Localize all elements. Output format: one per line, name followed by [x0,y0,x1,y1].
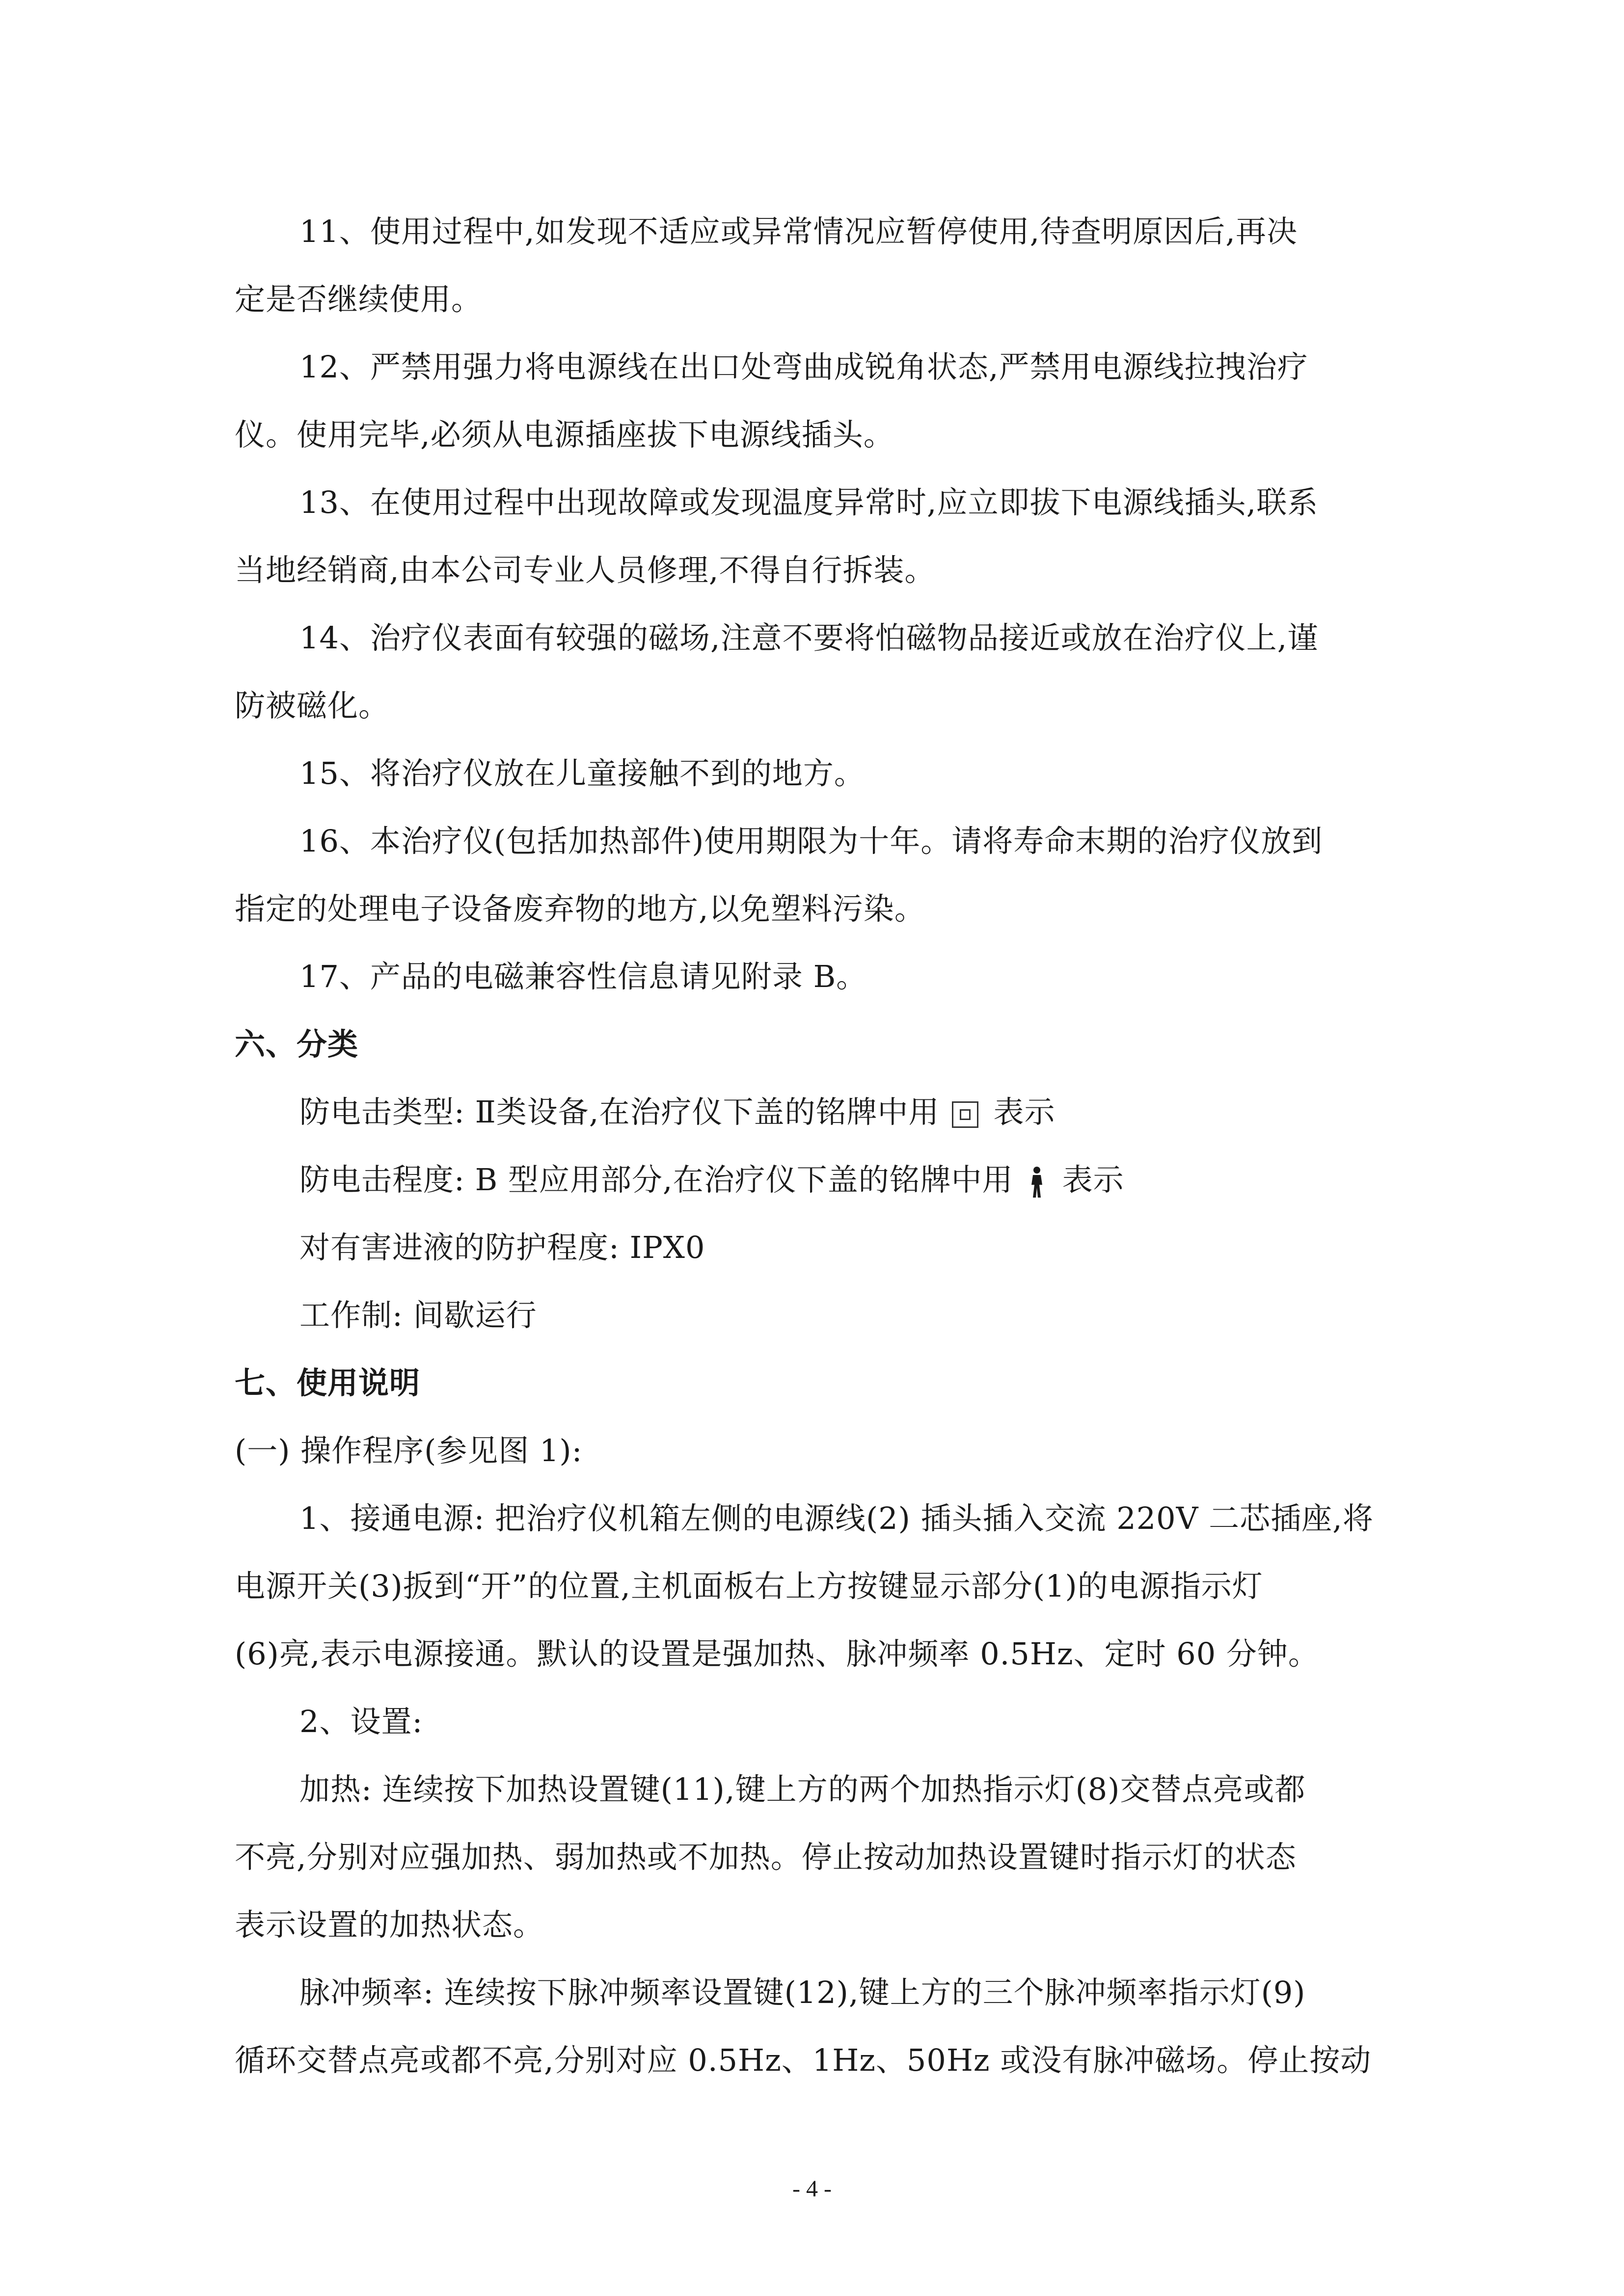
paragraph-line: 1、接通电源: 把治疗仪机箱左侧的电源线(2) 插头插入交流 220V 二芯插座,将 [299,1500,1374,1536]
shock-type-line [299,1093,1055,1132]
shock-degree-text: 防电击程度: B 型应用部分,在治疗仪下盖的铭牌中用 [299,1162,1013,1198]
paragraph-line: 16、本治疗仪(包括加热部件)使用期限为十年。请将寿命末期的治疗仪放到 [299,823,1323,859]
class-ii-equipment-icon [952,1101,978,1128]
paragraph-line: 加热: 连续按下加热设置键(11),键上方的两个加热指示灯(8)交替点亮或都 [299,1771,1306,1807]
type-b-applied-part-icon [1026,1166,1048,1199]
paragraph-line: 12、严禁用强力将电源线在出口处弯曲成锐角状态,严禁用电源线拉拽治疗 [299,349,1308,385]
shock-degree-line [299,1160,1124,1200]
paragraph-line: 13、在使用过程中出现故障或发现温度异常时,应立即拔下电源线插头,联系 [299,484,1319,520]
paragraph-line: 循环交替点亮或都不亮,分别对应 0.5Hz、1Hz、50Hz 或没有脉冲磁场。停止按动 [235,2042,1372,2078]
paragraph-line: 17、产品的电磁兼容性信息请见附录 B。 [299,959,867,994]
paragraph-line: 定是否继续使用。 [235,281,483,317]
liquid-protection-line: 对有害进液的防护程度: IPX0 [299,1229,705,1265]
section-heading: 六、分类 [235,1026,359,1062]
shock-degree-suffix: 表示 [1062,1162,1124,1198]
paragraph-line: 仪。使用完毕,必须从电源插座拔下电源线插头。 [235,417,894,453]
paragraph-line: 指定的处理电子设备废弃物的地方,以免塑料污染。 [235,891,925,927]
paragraph-line: 2、设置: [299,1704,423,1739]
paragraph-line: 电源开关(3)扳到“开”的位置,主机面板右上方按键显示部分(1)的电源指示灯 [235,1568,1263,1604]
paragraph-line: 脉冲频率: 连续按下脉冲频率设置键(12),键上方的三个脉冲频率指示灯(9) [299,1975,1306,2010]
work-mode-line: 工作制: 间歇运行 [299,1297,537,1333]
paragraph-line: 表示设置的加热状态。 [235,1907,544,1943]
paragraph-line: 防被磁化。 [235,688,390,723]
page-number: - 4 - [792,2176,832,2202]
paragraph-line: (6)亮,表示电源接通。默认的设置是强加热、脉冲频率 0.5Hz、定时 60 分钟。 [235,1636,1319,1672]
paragraph-line: 11、使用过程中,如发现不适应或异常情况应暂停使用,待查明原因后,再决 [299,214,1298,249]
paragraph-line: 当地经销商,由本公司专业人员修理,不得自行拆装。 [235,552,936,588]
paragraph-line: 15、将治疗仪放在儿童接触不到的地方。 [299,755,865,791]
paragraph-line: 14、治疗仪表面有较强的磁场,注意不要将怕磁物品接近或放在治疗仪上,谨 [299,620,1319,656]
subsection-heading: (一) 操作程序(参见图 1): [235,1433,583,1468]
shock-type-suffix: 表示 [993,1094,1056,1130]
paragraph-line: 不亮,分别对应强加热、弱加热或不加热。停止按动加热设置键时指示灯的状态 [235,1839,1297,1875]
section-heading: 七、使用说明 [235,1365,421,1401]
shock-type-text: 防电击类型: Ⅱ类设备,在治疗仪下盖的铭牌中用 [299,1094,940,1130]
